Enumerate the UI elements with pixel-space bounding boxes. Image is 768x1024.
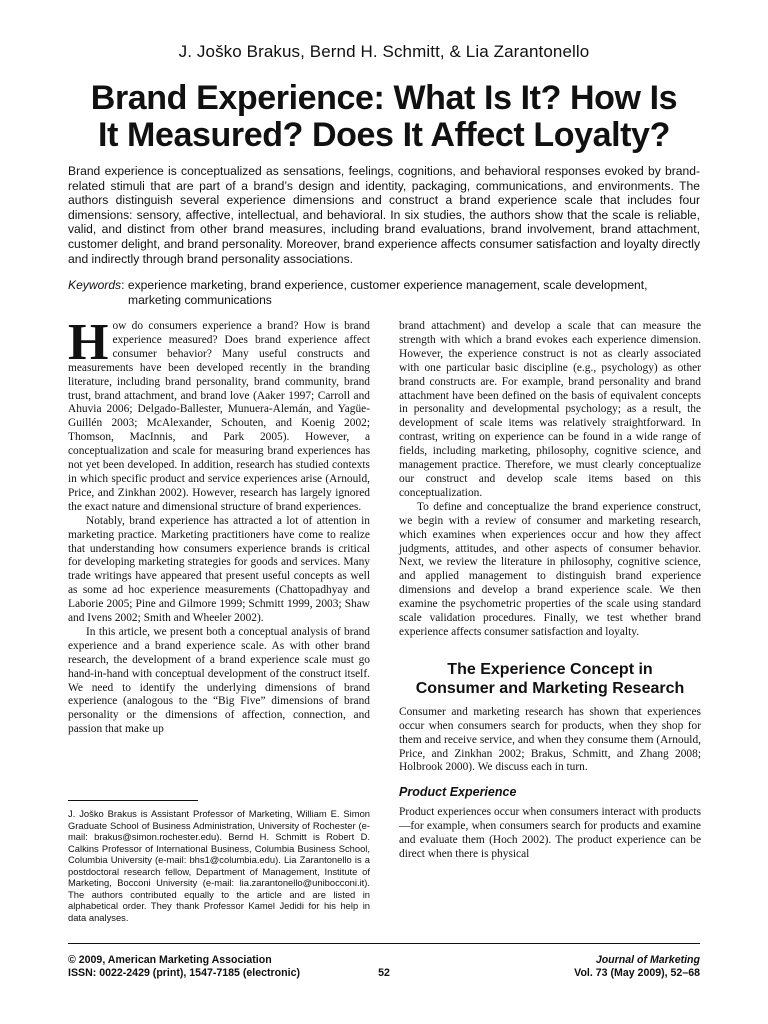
journal-name: Journal of Marketing bbox=[595, 954, 700, 966]
section-heading-line-2: Consumer and Marketing Research bbox=[415, 679, 685, 697]
body-paragraph: Consumer and marketing research has shown that experiences occur when consumers search for products, when they shop for them and receive service, and when they consume them (Arnould, Price, and Zinkhan 2002; Brakus, Schmitt, and Zhang 2008; Holbrook 2000). We discuss each in turn. bbox=[399, 705, 701, 774]
section-heading bbox=[399, 660, 701, 698]
footer-left bbox=[68, 954, 300, 980]
subsection-heading: Product Experience bbox=[399, 785, 517, 800]
volume-line: Vol. 73 (May 2009), 52–68 bbox=[574, 967, 700, 979]
drop-cap: H bbox=[68, 314, 109, 371]
title-line-1: Brand Experience: What Is It? How Is bbox=[90, 79, 678, 117]
body-paragraph: brand attachment) and develop a scale that can measure the strength with which a brand evokes each experience dimension. However, the experience construct is not as clearly associated with one particular basic discipline (e.g., psychology) as other brand constructs are. For example, brand personality and brand attachment have been defined on the basis of equivalent concepts in personality and developmental psychology; as a result, the development of scale items was relatively straightforward. In contrast, writing on experience can be found in a wide range of fields, including marketing, philosophy, cognitive science, and management practice. Therefore, we must clearly conceptualize our construct and develop scale items based on this conceptualization. bbox=[399, 320, 701, 499]
keywords-line-2: marketing communications bbox=[128, 292, 272, 307]
body-paragraph: Product experiences occur when consumers interact with products—for example, when consumers search for products and examine and evaluate them (Hoch 2002). The product experience can be direct when there is physical bbox=[399, 806, 701, 861]
footnote-divider bbox=[68, 800, 198, 801]
page-number: 52 bbox=[378, 967, 390, 979]
footer-right bbox=[574, 954, 700, 980]
keywords-line-1: experience marketing, brand experience, customer experience management, scale development, bbox=[127, 278, 648, 292]
right-column bbox=[399, 320, 701, 862]
left-column bbox=[68, 314, 370, 737]
article-title bbox=[30, 80, 738, 154]
section-heading-line-1: The Experience Concept in bbox=[447, 660, 653, 678]
title-line-2: It Measured? Does It Affect Loyalty? bbox=[98, 116, 670, 154]
body-paragraph: To define and conceptualize the brand experience construct, we begin with a review of consumer and marketing research, which examines when experiences occur and how they affect judgments, attitudes, and other aspects of consumer behavior. Next, we review the literature in philosophy, cognitive science, and applied management to distinguish brand experience dimensions and develop a brand experience scale. We then examine the psychometric properties of the scale using standard scale validation procedures. Finally, we test whether brand experience affects consumer satisfaction and loyalty. bbox=[399, 500, 701, 638]
author-footnote: J. Joško Brakus is Assistant Professor of Marketing, William E. Simon Graduate School of Business Administration, University of Rochester (e-mail: brakus@simon.rochester.edu). Bernd H. Schmitt is Robert D. Calkins Professor of International Business, Columbia Business School, Columbia University (e-mail: bhs1@columbia.edu). Lia Zarantonello is a postdoctoral research fellow, Department of Management, Institute of Marketing, Bocconi University (e-mail: lia.zarantonello@unibocconi.it). The authors contributed equally to the article and are listed in alphabetical order. They thank Professor Kamel Jedidi for his help in data analyses. bbox=[68, 808, 370, 923]
author-list: J. Joško Brakus, Bernd H. Schmitt, & Lia Zarantonello bbox=[178, 42, 590, 61]
issn-line: ISSN: 0022-2429 (print), 1547-7185 (electronic) bbox=[68, 967, 300, 979]
body-paragraph: Notably, brand experience has attracted a lot of attention in marketing practice. Marketing practitioners have come to realize that understanding how consumers experience brands is critical for developing marketing strategies for goods and services. Many trade writings have appeared that present useful concepts as well as some ad hoc experience measurements (Chattopadhyay and Laborie 2005; Pine and Gilmore 1999; Schmitt 1999, 2003; Shaw and Ivens 2002; Smith and Wheeler 2002). bbox=[68, 514, 370, 625]
keywords: Keywords: experience marketing, brand experience, customer experience management, scale development, marketing communications bbox=[68, 278, 700, 307]
body-paragraph: In this article, we present both a conceptual analysis of brand experience and a brand experience scale. As with other brand research, the development of a brand experience scale must go hand-in-hand with conceptual development of the construct itself. We need to identify the underlying dimensions of brand experience (analogous to the “Big Five” dimensions of brand personality or the dimensions of affection, connection, and passion that make up bbox=[68, 625, 370, 736]
intro-paragraph-text: ow do consumers experience a brand? How is brand experience measured? Does brand experience affect consumer behavior? Many useful constructs and measurements have been developed recently in the branding literature, including brand personality, brand community, brand trust, brand attachment, and brand love (Aaker 1997; Carroll and Ahuvia 2006; Delgado-Ballester, Munuera-Alemán, and Yagüe-Guillén 2003; McAlexander, Schouten, and Koenig 2002; Thomson, MacInnis, and Park 2005). However, a conceptualization and scale for measuring brand experiences has not yet been developed. In addition, research has studied contexts in which specific product and service experiences arise (Arnould, Price, and Zinkhan 2002). However, research has largely ignored the exact nature and dimensional structure of brand experiences. bbox=[68, 320, 370, 513]
footer-divider bbox=[68, 943, 700, 944]
copyright-line: © 2009, American Marketing Association bbox=[68, 954, 272, 966]
intro-paragraph bbox=[68, 314, 370, 515]
keywords-label: Keywords bbox=[68, 278, 122, 292]
abstract: Brand experience is conceptualized as sensations, feelings, cognitions, and behavioral responses evoked by brand-related stimuli that are part of a brand’s design and identity, packaging, communications, and environments. The authors distinguish several experience dimensions and construct a brand experience scale that includes four dimensions: sensory, affective, intellectual, and behavioral. In six studies, the authors show that the scale is reliable, valid, and distinct from other brand measures, including brand evaluations, brand involvement, brand attachment, customer delight, and brand personality. Moreover, brand experience affects consumer satisfaction and loyalty directly and indirectly through brand personality associations. bbox=[68, 164, 700, 266]
